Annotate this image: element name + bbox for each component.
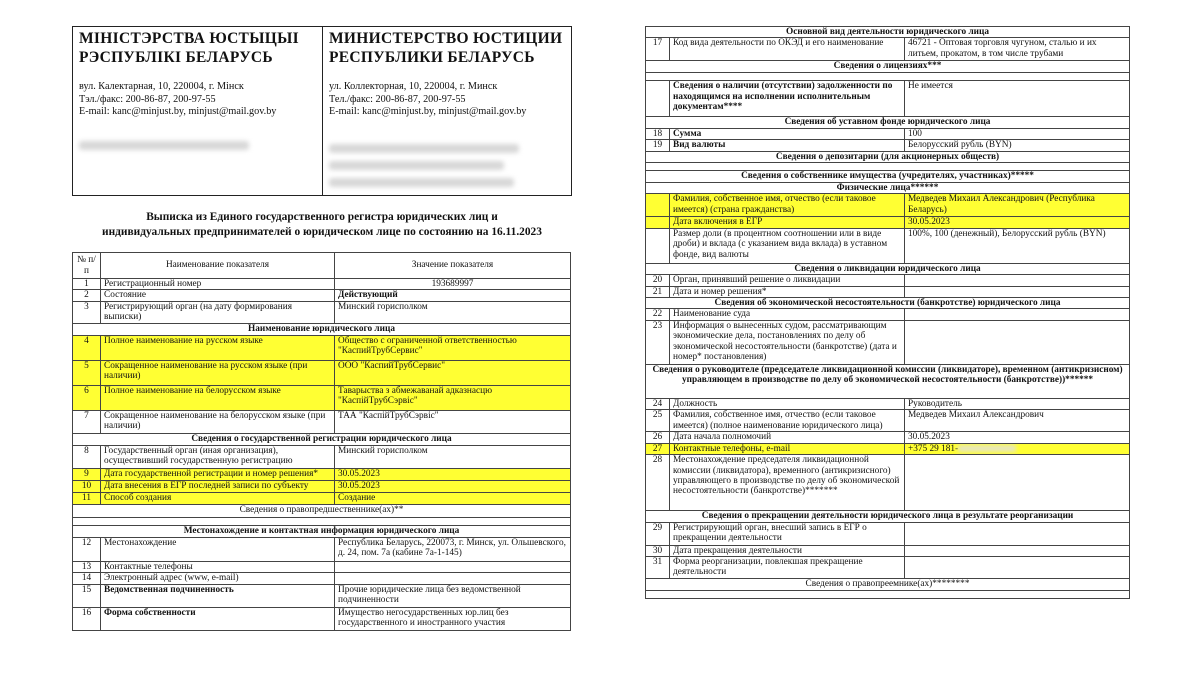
section-licenses: Сведения о лицензиях*** [646,61,1130,73]
ministry-ru-address: ул. Коллекторная, 10, 220004, г. Минск [329,81,498,92]
redacted-recipient-2 [329,161,504,170]
table-row [73,290,571,301]
row-value: ТАА "КаспійТрубСэрвіс" [335,410,571,433]
row-name: Форма реорганизации, повлекшая прекращение деятельности [670,556,905,578]
ministry-ru-phone: Тел./факс: 200-86-87, 200-97-55 [329,93,466,105]
ministry-ru-block [322,27,571,195]
ministry-by-name-1: МІНІСТЭРСТВА ЮСТЫЦЫІ [79,30,299,47]
row-name: Электронный адрес (www, e-mail) [101,573,335,584]
row-value: Общество с ограниченной ответственностью "КаспийТрубСервис" [335,335,571,360]
section-head: Сведения о руководителе (председателе ликвидационной комиссии (ликвидаторе), временном (антикризисном) управляющем в производстве по делу об экономической несостоятельности (банкротстве))****** [646,364,1130,398]
table-row [646,38,1130,61]
redacted-phone [958,445,1016,452]
row-value: Республика Беларусь, 220073, г. Минск, ул. Ольшевского, д. 24, пом. 7а (кабине 7а-1-145) [335,537,571,561]
ministry-by-email: E-mail: kanc@minjust.by, minjust@mail.gov.by [79,106,277,117]
table-row [646,522,1130,545]
row-name: Дата прекращения деятельности [670,545,905,556]
row-name: Дата и номер решения* [670,286,905,297]
row-value: Руководитель [905,398,1130,409]
row-number [646,228,670,263]
ministry-by-phone: Тэл./факс: 200-86-87, 200-97-55 [79,93,216,105]
row-number: 21 [646,286,670,297]
row-number [646,217,670,228]
row-number [646,81,670,117]
row-value: 46721 - Оптовая торговля чугуном, сталью и их литьем, прокатом, в том числе трубами [905,38,1130,61]
ministry-by-name-2: РЭСПУБЛІКІ БЕЛАРУСЬ [79,49,273,66]
empty-row [73,517,571,525]
row-name: Полное наименование на русском языке [101,335,335,360]
row-name: Сокращенное наименование на белорусском языке (при наличии) [101,410,335,433]
row-value [905,556,1130,578]
table-row [73,410,571,433]
row-value [905,275,1130,286]
redacted-recipient-1 [329,144,519,153]
redacted-outgoing-number [79,141,249,150]
row-value: Имущество негосударственных юр.лиц без государственного и иностранного участия [335,607,571,630]
redacted-recipient-3 [329,178,514,187]
table-row [646,128,1130,139]
section-naming: Наименование юридического лица [73,323,571,335]
row-name: Дата государственной регистрации и номер решения* [101,468,335,480]
row-value [335,561,571,572]
row-name: Код вида деятельности по ОКЭД и его наименование [670,38,905,61]
row-value: 193689997 [335,279,571,290]
row-value [905,455,1130,511]
row-number: 24 [646,398,670,409]
table-row [646,275,1130,286]
extract-table-left [72,252,571,631]
row-number: 13 [73,561,101,572]
row-name: Орган, принявший решение о ликвидации [670,275,905,286]
row-number: 18 [646,128,670,139]
table-row-highlighted [73,492,571,504]
row-number: 6 [73,385,101,410]
row-number: 2 [73,290,101,301]
table-row-highlighted [73,335,571,360]
table-row [73,573,571,584]
table-row [646,81,1130,117]
table-row [646,286,1130,297]
ministry-ru-name-1: МИНИСТЕРСТВО ЮСТИЦИИ [329,30,563,47]
row-name: Государственный орган (иная организация), осуществивший государственную регистрацию [101,445,335,468]
row-name: Дата внесения в ЕГР последней записи по субъекту [101,480,335,492]
section-activity: Основной вид деятельности юридического лица [646,27,1130,38]
row-name: Информация о вынесенных судом, рассматривающим экономические дела, постановлениях по делу об экономической несостоятельности (банкротстве) (дата и номер* постановления) [670,320,905,364]
table-row [646,140,1130,151]
table-row [73,445,571,468]
table-row [646,545,1130,556]
row-value [905,286,1130,297]
row-value: Прочие юридические лица без ведомственной подчиненности [335,584,571,607]
row-number: 10 [73,480,101,492]
row-number: 23 [646,320,670,364]
row-value [905,320,1130,364]
document-title-line-2: индивидуальных предпринимателей о юридическом лице по состоянию на 16.11.2023 [102,225,542,238]
row-number: 31 [646,556,670,578]
row-number: 16 [73,607,101,630]
section-depository: Сведения о депозитарии (для акционерных обществ) [646,151,1130,162]
row-number: 17 [646,38,670,61]
table-row [73,584,571,607]
row-value [905,443,1130,454]
empty-row [646,73,1130,81]
row-number: 27 [646,443,670,454]
row-value [905,309,1130,320]
extract-table-right [645,26,1130,599]
row-name: Ведомственная подчиненность [101,584,335,607]
row-number: 14 [73,573,101,584]
row-number: 4 [73,335,101,360]
row-number: 11 [73,492,101,504]
row-name: Дата начала полномочий [670,432,905,443]
document-title-line-1: Выписка из Единого государственного регистра юридических лиц и [146,211,498,223]
row-name: Контактные телефоны [101,561,335,572]
row-name: Состояние [101,290,335,301]
row-number: 19 [646,140,670,151]
section-bankruptcy: Сведения об экономической несостоятельности (банкротстве) юридического лица [646,298,1130,309]
table-row [646,455,1130,511]
row-value: Минский горисполком [335,445,571,468]
right-page [645,26,1129,648]
table-row-highlighted [73,480,571,492]
row-number [646,194,670,217]
row-name: Регистрирующий орган (на дату формирования выписки) [101,301,335,323]
phone-value: +375 29 181- [908,443,959,454]
table-row [73,279,571,290]
row-value: 30.05.2023 [335,480,571,492]
row-name: Вид валюты [670,140,905,151]
row-name: Сведения о наличии (отсутствии) задолженности по находящимся на исполнении исполнительным документам**** [670,81,905,117]
row-name: Полное наименование на белорусском языке [101,385,335,410]
table-row-highlighted [646,194,1130,217]
ministry-header [72,26,572,196]
row-name: Сумма [670,128,905,139]
row-value: Минский горисполком [335,301,571,323]
row-name: Размер доли (в процентном соотношении или в виде дроби) и вклада (с указанием вида вклада) в уставном фонде, вид валюты [670,228,905,263]
table-row [646,410,1130,432]
table-row-highlighted [73,360,571,385]
section-fund: Сведения об уставном фонде юридического лица [646,117,1130,128]
table-row-highlighted [646,217,1130,228]
ministry-by-block [73,27,322,195]
row-value: Действующий [335,290,571,301]
document-title [72,210,572,239]
table-row [646,432,1130,443]
row-name: Регистрирующий орган, внесший запись в ЕГР о прекращении деятельности [670,522,905,545]
row-number: 7 [73,410,101,433]
section-location: Местонахождение и контактная информация юридического лица [73,525,571,537]
table-row [73,607,571,630]
row-name: Форма собственности [101,607,335,630]
empty-row [646,163,1130,171]
row-value: Медведев Михаил Александрович (Республика Беларусь) [905,194,1130,217]
table-row [646,398,1130,409]
row-number: 5 [73,360,101,385]
row-name: Способ создания [101,492,335,504]
col-number-header: № п/п [73,253,101,279]
table-row-highlighted [73,468,571,480]
table-row-highlighted [73,385,571,410]
predecessors-row: Сведения о правопредшественнике(ах)** [73,504,571,517]
ministry-by-address: вул. Калектарная, 10, 220004, г. Мінск [79,81,244,92]
row-name: Регистрационный номер [101,279,335,290]
section-reorganization: Сведения о прекращении деятельности юридического лица в результате реорганизации [646,511,1130,522]
table-row-highlighted [646,443,1130,454]
section-registration: Сведения о государственной регистрации юридического лица [73,433,571,445]
table-row [646,228,1130,263]
row-name: Наименование суда [670,309,905,320]
left-page [72,26,572,646]
section-owners: Сведения о собственнике имущества (учредителях, участниках)***** [646,171,1130,183]
row-value: Не имеется [905,81,1130,117]
row-value: Белорусский рубль (BYN) [905,140,1130,151]
row-value [335,573,571,584]
row-name: Фамилия, собственное имя, отчество (если таковое имеется) (полное наименование юридического лица) [670,410,905,432]
row-number: 1 [73,279,101,290]
table-row [73,537,571,561]
row-number: 12 [73,537,101,561]
row-value: 30.05.2023 [905,217,1130,228]
row-name: Фамилия, собственное имя, отчество (если таковое имеется) (страна гражданства) [670,194,905,217]
row-number: 28 [646,455,670,511]
row-name: Контактные телефоны, e-mail [670,443,905,454]
empty-row [646,590,1130,598]
successors-row: Сведения о правопреемнике(ах)******** [646,578,1130,590]
row-name: Сокращенное наименование на русском языке (при наличии) [101,360,335,385]
row-number: 3 [73,301,101,323]
table-row [646,320,1130,364]
table-header-row [73,253,571,279]
table-row [73,561,571,572]
row-number: 26 [646,432,670,443]
row-name: Местонахождение председателя ликвидационной комиссии (ликвидатора), временного (антикризисного) управляющего в производстве по делу об экономической несостоятельности (банкротстве)******* [670,455,905,511]
row-number: 25 [646,410,670,432]
table-row [646,556,1130,578]
section-persons: Физические лица****** [646,183,1130,194]
ministry-ru-email: E-mail: kanc@minjust.by, minjust@mail.gov.by [329,106,527,117]
table-row [73,301,571,323]
row-number: 9 [73,468,101,480]
col-name-header: Наименование показателя [101,253,335,279]
ministry-ru-name-2: РЕСПУБЛИКИ БЕЛАРУСЬ [329,49,535,66]
row-value: 100 [905,128,1130,139]
row-value: 30.05.2023 [335,468,571,480]
row-name: Местонахождение [101,537,335,561]
row-value: Таварыства з абмежаванай адказнасцю "КаспійТрубСэрвіс" [335,385,571,410]
row-value: 100%, 100 (денежный), Белорусский рубль (BYN) [905,228,1130,263]
row-value: ООО "КаспийТрубСервис" [335,360,571,385]
row-value: Медведев Михаил Александрович [905,410,1130,432]
row-value [905,545,1130,556]
col-value-header: Значение показателя [335,253,571,279]
row-number: 30 [646,545,670,556]
row-value: 30.05.2023 [905,432,1130,443]
row-value: Создание [335,492,571,504]
row-name: Должность [670,398,905,409]
row-name: Дата включения в ЕГР [670,217,905,228]
section-liquidation: Сведения о ликвидации юридического лица [646,263,1130,274]
row-number: 8 [73,445,101,468]
row-number: 29 [646,522,670,545]
row-number: 20 [646,275,670,286]
row-number: 15 [73,584,101,607]
table-row [646,309,1130,320]
row-number: 22 [646,309,670,320]
row-value [905,522,1130,545]
